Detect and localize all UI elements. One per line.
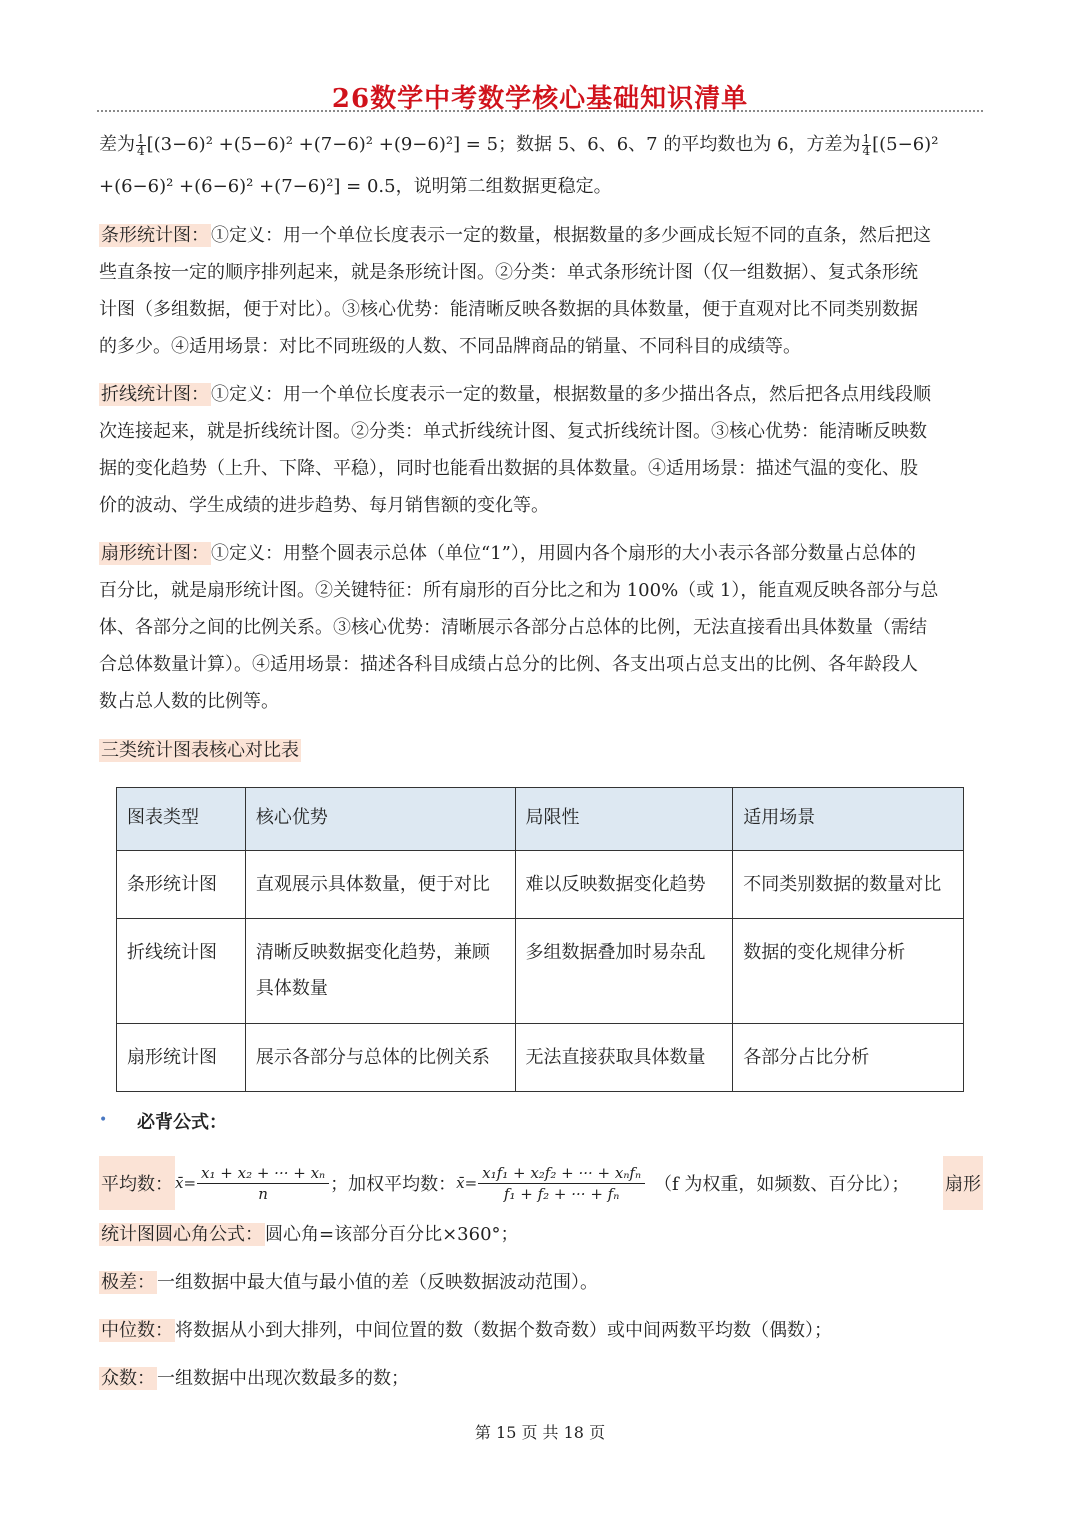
table-header-cell: 核心优势 xyxy=(245,788,515,851)
bar-line-2: 些直条按一定的顺序排列起来，就是条形统计图。②分类：单式条形统计图（仅一组数据）、复式条形统 xyxy=(99,262,918,283)
variance-line-1 xyxy=(99,132,938,158)
mode-line xyxy=(99,1366,409,1392)
table-cell: 折线统计图 xyxy=(117,919,246,1024)
weighted-mean-denominator: f₁ + f₂ + ··· + fₙ xyxy=(503,1184,620,1203)
weighted-mean-numerator: x₁f₁ + x₂f₂ + ··· + xₙfₙ xyxy=(478,1163,645,1184)
table-cell: 无法直接获取具体数量 xyxy=(515,1024,733,1092)
table-row xyxy=(117,919,964,1024)
bullet-icon: • xyxy=(99,1112,108,1128)
fraction-numerator: 1 xyxy=(137,131,145,146)
table-row xyxy=(117,1024,964,1092)
linechart-line-3: 据的变化趋势（上升、下降、平稳），同时也能看出数据的具体数量。④适用场景：描述气温的变化、股 xyxy=(99,458,918,479)
mean-denominator: n xyxy=(258,1184,268,1203)
pie-line-1 xyxy=(99,541,916,567)
formulas-heading: 必背公式： xyxy=(137,1112,227,1133)
title-divider xyxy=(97,110,983,112)
table-cell: 清晰反映数据变化趋势，兼顾具体数量 xyxy=(245,919,515,1024)
table-cell: 多组数据叠加时易杂乱 xyxy=(515,919,733,1024)
weighted-mean-symbol: x̄= xyxy=(456,1174,478,1192)
comparison-table xyxy=(116,787,964,1092)
table-caption: 三类统计图表核心对比表 xyxy=(101,740,299,761)
weighted-mean-fraction xyxy=(478,1163,645,1204)
fraction-denominator: 4 xyxy=(137,143,145,158)
page-number: 第 15 页 共 18 页 xyxy=(474,1423,606,1442)
range-label: 极差： xyxy=(101,1272,155,1293)
linechart-line-1 xyxy=(99,382,931,408)
mean-fraction xyxy=(197,1163,329,1204)
linechart-line-2: 次连接起来，就是折线统计图。②分类：单式折线统计图、复式折线统计图。③核心优势：能清晰反映数 xyxy=(99,421,927,442)
mean-formula-line xyxy=(99,1155,983,1211)
table-header-cell: 适用场景 xyxy=(733,788,964,851)
variance-text-b: [(3−6)² +(5−6)² +(7−6)² +(9−6)²] = 5；数据 5、6、6、7 的平均数也为 6，方差为 xyxy=(146,134,861,155)
table-header-row xyxy=(117,788,964,851)
sector-angle-line xyxy=(99,1222,519,1248)
mean-label: 平均数： xyxy=(99,1156,175,1210)
variance-text-a: 差为 xyxy=(99,134,135,155)
pie-line-5: 数占总人数的比例等。 xyxy=(99,691,279,712)
table-cell: 扇形统计图 xyxy=(117,1024,246,1092)
table-cell: 数据的变化规律分析 xyxy=(733,919,964,1024)
line-chart-label: 折线统计图： xyxy=(101,384,209,405)
table-cell: 展示各部分与总体的比例关系 xyxy=(245,1024,515,1092)
table-caption-line xyxy=(99,738,301,764)
weighted-mean-label: ；加权平均数： xyxy=(330,1174,457,1195)
fraction-denominator-2: 4 xyxy=(862,143,871,158)
variance-line-2: +(6−6)² +(6−6)² +(7−6)²] = 0.5，说明第二组数据更稳定。 xyxy=(99,176,612,197)
sector-text: 圆心角=该部分百分比×360°； xyxy=(265,1224,519,1245)
pie-text-1: ①定义：用整个圆表示总体（单位“1”），用圆内各个扇形的大小表示各部分数量占总体的 xyxy=(211,543,916,564)
variance-text-c: [(5−6)² xyxy=(872,134,939,155)
table-cell: 难以反映数据变化趋势 xyxy=(515,851,733,919)
linechart-line-4: 价的波动、学生成绩的进步趋势、每月销售额的变化等。 xyxy=(99,495,549,516)
bar-line-3: 计图（多组数据，便于对比）。③核心优势：能清晰反映各数据的具体数量，便于直观对比不同类别数据 xyxy=(99,299,918,320)
fraction-quarter-2 xyxy=(862,131,872,158)
pie-line-2: 百分比，就是扇形统计图。②关键特征：所有扇形的百分比之和为 100%（或 1），能直观反映各部分与总 xyxy=(99,580,939,601)
table-cell: 条形统计图 xyxy=(117,851,246,919)
bar-text-1: ①定义：用一个单位长度表示一定的数量，根据数量的多少画成长短不同的直条，然后把这 xyxy=(211,225,931,246)
range-text: 一组数据中最大值与最小值的差（反映数据波动范围）。 xyxy=(157,1272,598,1293)
bar-line-1 xyxy=(99,223,931,249)
mode-text: 一组数据中出现次数最多的数； xyxy=(157,1368,409,1389)
linechart-text-1: ①定义：用一个单位长度表示一定的数量，根据数量的多少描出各点，然后把各点用线段顺 xyxy=(211,384,931,405)
sector-label-b: 统计图圆心角公式： xyxy=(101,1224,263,1245)
weighted-mean-note: （f 为权重，如频数、百分比）； xyxy=(654,1174,910,1195)
pie-line-3: 体、各部分之间的比例关系。③核心优势：清晰展示各部分占总体的比例，无法直接看出具体数量（需结 xyxy=(99,617,927,638)
bar-chart-label: 条形统计图： xyxy=(101,225,209,246)
table-cell: 各部分占比分析 xyxy=(733,1024,964,1092)
page-title: 26数学中考数学核心基础知识清单 xyxy=(331,84,749,114)
table-header-cell: 局限性 xyxy=(515,788,733,851)
bar-line-4: 的多少。④适用场景：对比不同班级的人数、不同品牌商品的销量、不同科目的成绩等。 xyxy=(99,336,801,357)
mode-label: 众数： xyxy=(101,1368,155,1389)
sector-label-a: 扇形 xyxy=(943,1156,983,1210)
median-text: 将数据从小到大排列，中间位置的数（数据个数奇数）或中间两数平均数（偶数）； xyxy=(175,1320,832,1341)
table-header-cell: 图表类型 xyxy=(117,788,246,851)
mean-numerator: x₁ + x₂ + ··· + xₙ xyxy=(197,1163,329,1184)
table-row xyxy=(117,851,964,919)
fraction-numerator-2: 1 xyxy=(862,131,871,146)
median-label: 中位数： xyxy=(101,1320,173,1341)
fraction-quarter xyxy=(136,131,146,158)
range-line xyxy=(99,1270,598,1296)
pie-line-4: 合总体数量计算）。④适用场景：描述各科目成绩占总分的比例、各支出项占总支出的比例、各年龄段人 xyxy=(99,654,918,675)
pie-chart-label: 扇形统计图： xyxy=(101,543,209,564)
table-cell: 不同类别数据的数量对比 xyxy=(733,851,964,919)
mean-symbol: x̄= xyxy=(175,1174,197,1192)
median-line xyxy=(99,1318,832,1344)
table-cell: 直观展示具体数量，便于对比 xyxy=(245,851,515,919)
